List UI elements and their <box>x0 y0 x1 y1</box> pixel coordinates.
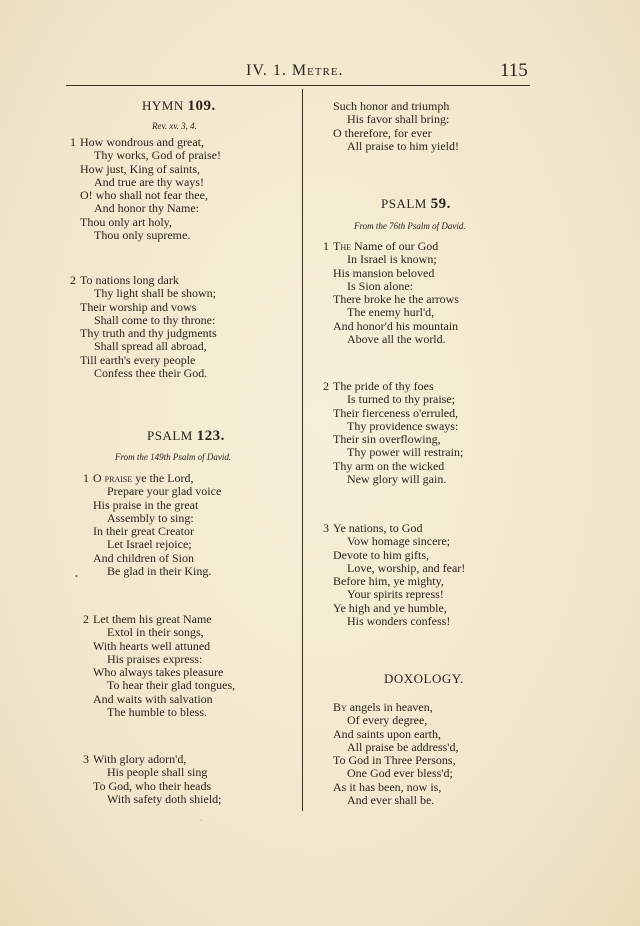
psalm-59-verse-1: 1 The Name of our God In Israel is known; His mansion beloved Is Sion alone: There broke he the arrows The enemy hurl'd, And honor'd his mountain Above all the world. <box>333 240 459 346</box>
psalm-123-continuation: Such honor and triumph His favor shall bring: O therefore, for ever All praise to him yield! <box>333 99 459 153</box>
column-divider <box>302 89 303 811</box>
psalm-123-verse-3: 3 With glory adorn'd, His people shall sing To God, who their heads With safety doth shield; <box>93 753 222 806</box>
psalm-number: 59. <box>430 196 451 212</box>
verse-number: 3 <box>323 521 329 535</box>
verse-number: 1 <box>323 239 329 253</box>
hymn-109-verse-2: 2 To nations long dark Thy light shall be shown; Their worship and vows Shall come to thy throne: Thy truth and thy judgments Shall spread all abroad, Till earth's every people Confess thee their God. <box>80 274 217 380</box>
psalm-123-verse-1: 1 O praise ye the Lord, Prepare your glad voice His praise in the great Assembly to sing: In their great Creator Let Israel rejoice; And children of Sion Be glad in their King. <box>93 472 221 578</box>
psalm-59-verse-3: 3 Ye nations, to God Vow homage sincere; Devote to him gifts, Love, worship, and fear! Before him, ye mighty, Your spirits repress! Ye high and ye humble, His wonders confess! <box>333 522 465 628</box>
psalm-123-source: From the 149th Psalm of David. <box>115 452 232 462</box>
verse-number: 2 <box>70 273 76 287</box>
psalm-label: PSALM <box>147 428 193 443</box>
printer-mark: ˎ <box>200 812 203 821</box>
doxology-heading: DOXOLOGY. <box>384 671 464 686</box>
hymn-109-verse-1: 1 How wondrous and great, Thy works, God of praise! How just, King of saints, And true are thy ways! O! who shall not fear thee, And honor thy Name: Thou only art holy, Thou only supreme. <box>80 136 221 242</box>
hymn-label: HYMN <box>142 98 184 113</box>
page-number: 115 <box>500 60 528 81</box>
psalm-59-heading <box>381 196 451 213</box>
verse-number: 3 <box>83 752 89 766</box>
psalm-59-source: From the 76th Psalm of David. <box>354 221 466 231</box>
hymn-109-heading <box>142 98 216 115</box>
psalm-59-verse-2: 2 The pride of thy foes Is turned to thy praise; Their fierceness o'erruled, Thy providence sways: Their sin overflowing, Thy power will restrain; Thy arm on the wicked New glory will gain. <box>333 380 463 486</box>
hymn-109-source: Rev. xv. 3, 4. <box>152 121 197 131</box>
verse-number: 1 <box>83 471 89 485</box>
psalm-123-heading <box>147 428 225 445</box>
psalm-number: 123. <box>196 428 225 444</box>
doxology-text: By angels in heaven, Of every degree, And saints upon earth, All praise be address'd, To God in Three Persons, One God ever bless'd; As it has been, now is, And ever shall be. <box>333 700 459 808</box>
running-head-title: IV. 1. Metre. <box>246 62 344 79</box>
hymn-number: 109. <box>187 98 216 114</box>
verse-number: 2 <box>323 379 329 393</box>
header-rule <box>66 85 530 86</box>
verse-number: 1 <box>70 135 76 149</box>
printer-mark: • <box>75 572 78 581</box>
running-head <box>0 60 640 84</box>
psalm-123-verse-2: 2 Let them his great Name Extol in their songs, With hearts well attuned His praises express: Who always takes pleasure To hear their glad tongues, And waits with salvation The humble to bless. <box>93 613 235 719</box>
psalm-label: PSALM <box>381 196 427 211</box>
verse-number: 2 <box>83 612 89 626</box>
